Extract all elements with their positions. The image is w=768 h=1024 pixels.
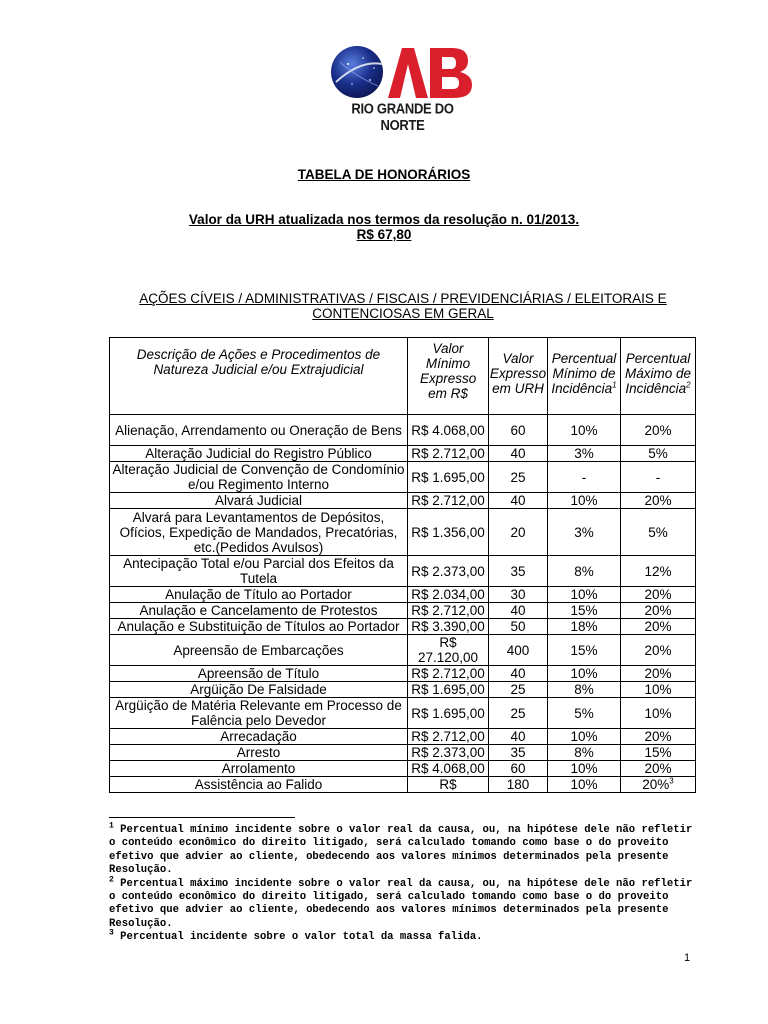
table-row [110,415,696,446]
cell-description-text: Anulação e Substituição de Títulos ao Portador [117,619,400,634]
cell-pct-min-text: 8% [574,745,594,760]
header-pct-min [548,338,621,415]
cell-urh-text: 40 [510,729,526,744]
logo-subtitle: RIO GRANDE DO NORTE [351,100,454,134]
cell-pct-max-text: 20% [644,761,672,776]
cell-pct-max-text: 10% [644,705,672,721]
cell-pct-min-text: 8% [574,563,594,579]
cell-description [110,462,408,493]
footnote-3 [109,928,699,944]
cell-pct-max [621,619,696,635]
cell-description [110,666,408,682]
footnote-2 [109,875,699,932]
document-title: TABELA DE HONORÁRIOS [297,167,471,182]
cell-min-value-text: R$ 1.695,00 [411,705,485,721]
cell-min-value [408,698,489,729]
table-row [110,603,696,619]
cell-urh [489,587,548,603]
cell-min-value-text: R$ 3.390,00 [411,619,485,634]
cell-urh-text: 40 [510,493,526,508]
cell-pct-max-text: 20% [644,422,672,438]
cell-pct-min [548,603,621,619]
cell-description [110,493,408,509]
cell-pct-min-text: 8% [574,682,594,697]
cell-pct-max [621,446,696,462]
cell-pct-max [621,603,696,619]
cell-description [110,509,408,556]
cell-pct-max [621,682,696,698]
cell-description-text: Arrolamento [221,761,296,776]
cell-urh [489,603,548,619]
cell-urh [489,682,548,698]
cell-pct-min-text: 5% [574,705,594,721]
cell-pct-max-text: 20% [642,777,670,792]
header-pct-max [621,338,696,415]
table-row [110,509,696,556]
cell-description [110,682,408,698]
cell-pct-min [548,666,621,682]
cell-pct-min [548,698,621,729]
cell-description-text: Anulação e Cancelamento de Protestos [139,603,378,618]
cell-description-text: Alvará para Levantamentos de Depósitos, Ofícios, Expedição de Mandados, Precatórias, etc.(Pedidos Avulsos) [119,509,398,555]
footnote-1 [109,821,699,878]
footnote-ref-3: 3 [669,776,674,786]
cell-pct-max-text: 20% [644,603,672,618]
cell-urh-text: 20 [510,524,526,540]
cell-min-value [408,415,489,446]
cell-min-value [408,619,489,635]
cell-pct-min-text: 15% [570,603,598,618]
footnote-text: Percentual incidente sobre o valor total da massa falida. [120,931,483,944]
footnotes [109,821,699,945]
cell-pct-min-text: - [581,469,587,485]
cell-min-value [408,682,489,698]
cell-min-value [408,462,489,493]
cell-pct-max [621,556,696,587]
cell-description-text: Arresto [236,745,281,760]
cell-min-value [408,493,489,509]
cell-pct-min-text: 10% [570,587,598,602]
cell-pct-min [548,682,621,698]
table-row [110,729,696,745]
header-urh-text: Valor Expresso em URH [489,350,547,396]
cell-pct-max-text: 20% [644,666,672,681]
cell-min-value-text: R$ 1.695,00 [411,469,485,485]
footnote-separator [109,817,295,818]
cell-urh-text: 60 [510,422,526,438]
header-description [110,338,408,415]
cell-min-value [408,446,489,462]
cell-min-value-text: R$ 4.068,00 [411,761,485,776]
cell-min-value-text: R$ 2.712,00 [411,446,485,461]
cell-urh [489,493,548,509]
cell-urh [489,698,548,729]
cell-min-value [408,777,489,793]
cell-urh [489,415,548,446]
cell-urh-text: 40 [510,446,526,461]
cell-description [110,619,408,635]
table-row [110,556,696,587]
cell-description [110,446,408,462]
cell-min-value [408,729,489,745]
footnote-num: 3 [109,928,114,938]
cell-urh-text: 40 [510,603,526,618]
page-number: 1 [684,952,691,964]
cell-pct-max [621,493,696,509]
table-row [110,761,696,777]
cell-pct-max [621,587,696,603]
cell-min-value [408,603,489,619]
cell-min-value [408,666,489,682]
cell-description-text: Alteração Judicial do Registro Público [145,446,372,461]
cell-urh [489,729,548,745]
cell-pct-min-text: 10% [570,422,598,438]
cell-description [110,698,408,729]
cell-pct-min-text: 10% [570,761,598,776]
table-row [110,777,696,793]
cell-min-value-text: R$ 4.068,00 [411,422,485,438]
cell-description [110,587,408,603]
cell-description [110,745,408,761]
cell-pct-min [548,462,621,493]
cell-urh-text: 400 [506,642,530,658]
cell-pct-min [548,745,621,761]
cell-pct-max [621,666,696,682]
cell-pct-max-text: 10% [644,682,672,697]
cell-min-value-text: R$ 2.373,00 [411,563,485,579]
cell-pct-max [621,777,696,793]
cell-urh-text: 50 [510,619,526,634]
footnote-text: Percentual máximo incidente sobre o valor real da causa, ou, na hipótese dele não refletir o conteúdo econômico do direito litigado, será calculado tomando como base o do proveito efetivo que advier ao cliente, obedecendo aos valores mínimos determinados pela presente Resolução. [109,877,693,930]
cell-pct-min-text: 10% [570,493,598,508]
cell-urh [489,509,548,556]
cell-pct-min [548,509,621,556]
cell-pct-min-text: 3% [574,446,594,461]
cell-pct-max-text: 5% [648,446,668,461]
cell-description [110,635,408,666]
cell-description-text: Apreensão de Embarcações [173,642,344,658]
header-pct-min-text: Percentual Mínimo de Incidência [551,350,617,396]
cell-min-value-text: R$ 1.695,00 [411,682,485,697]
cell-pct-min-text: 10% [570,777,598,792]
cell-min-value [408,745,489,761]
cell-urh [489,777,548,793]
cell-pct-min [548,587,621,603]
cell-pct-min [548,619,621,635]
cell-min-value [408,761,489,777]
table-row [110,682,696,698]
footnote-num: 1 [109,821,114,831]
cell-pct-max-text: 15% [644,745,672,760]
footnote-text: Percentual mínimo incidente sobre o valor real da causa, ou, na hipótese dele não refletir o conteúdo econômico do direito litigado, será calculado tomando como base o do proveito efetivo que advier ao cliente, obedecendo aos valores mínimos determinados pela presente Resolução. [109,824,693,877]
section-title: AÇÕES CÍVEIS / ADMINISTRATIVAS / FISCAIS / PREVIDENCIÁRIAS / ELEITORAIS E CONTENCIOSAS EM GERAL [139,291,667,321]
cell-pct-max [621,635,696,666]
cell-pct-max-text: 20% [644,642,672,658]
cell-pct-min [548,493,621,509]
cell-pct-min [548,415,621,446]
cell-description-text: Alvará Judicial [214,493,303,508]
cell-min-value-text: R$ 2.712,00 [411,493,485,508]
cell-description-text: Alienação, Arrendamento ou Oneração de Bens [115,422,402,438]
cell-pct-max-text: 20% [644,587,672,602]
cell-description-text: Antecipação Total e/ou Parcial dos Efeitos da Tutela [123,556,394,586]
cell-description-text: Alteração Judicial de Convenção de Condomínio e/ou Regimento Interno [112,462,405,492]
table-row [110,462,696,493]
header-description-text: Descrição de Ações e Procedimentos de Natureza Judicial e/ou Extrajudicial [136,347,381,377]
cell-min-value [408,587,489,603]
cell-urh [489,446,548,462]
cell-description-text: Anulação de Título ao Portador [165,587,352,602]
table-row [110,619,696,635]
cell-min-value-text: R$ 2.373,00 [411,745,485,760]
cell-pct-min [548,635,621,666]
oab-logo [330,42,475,134]
cell-urh-text: 25 [510,469,526,485]
cell-pct-max [621,698,696,729]
table-row [110,493,696,509]
urh-value: R$ 67,80 [356,227,412,242]
cell-min-value [408,635,489,666]
cell-description-text: Assistência ao Falido [194,777,323,792]
cell-pct-min [548,556,621,587]
cell-pct-max-text: - [655,469,661,485]
cell-pct-max-text: 20% [644,729,672,744]
cell-pct-max [621,761,696,777]
cell-min-value-text: R$ 2.712,00 [411,666,485,681]
cell-description-text: Arrecadação [220,729,297,744]
cell-urh [489,745,548,761]
cell-urh-text: 35 [510,563,526,579]
cell-pct-max [621,509,696,556]
table-row [110,745,696,761]
cell-min-value-text: R$ [439,777,457,792]
cell-urh-text: 35 [510,745,526,760]
table-header-row [110,338,696,415]
cell-urh [489,666,548,682]
cell-min-value-text: R$ 2.034,00 [411,587,485,602]
oab-emblem [330,42,475,102]
table-row [110,446,696,462]
header-urh [489,338,548,415]
cell-description-text: Apreensão de Título [197,666,320,681]
cell-pct-min [548,729,621,745]
cell-pct-min [548,777,621,793]
cell-description-text: Argüição De Falsidade [190,682,327,697]
cell-description [110,761,408,777]
footnote-num: 2 [109,875,114,885]
cell-description-text: Argüição de Matéria Relevante em Processo de Falência pelo Devedor [115,698,402,728]
cell-pct-min-text: 18% [570,619,598,634]
cell-pct-max [621,462,696,493]
cell-urh-text: 180 [506,777,530,792]
cell-urh [489,462,548,493]
cell-pct-max-text: 5% [648,524,668,540]
cell-urh-text: 25 [510,705,526,721]
cell-pct-max-text: 12% [644,563,672,579]
cell-pct-min-text: 15% [570,642,598,658]
header-pct-max-text: Percentual Máximo de Incidência [624,350,692,396]
table-row [110,587,696,603]
cell-pct-max [621,745,696,761]
cell-pct-min-text: 3% [574,524,594,540]
cell-pct-max [621,415,696,446]
cell-pct-min-text: 10% [570,666,598,681]
cell-min-value-text: R$ 1.356,00 [411,524,485,540]
cell-description [110,556,408,587]
cell-pct-max-text: 20% [644,493,672,508]
cell-pct-max-text: 20% [644,619,672,634]
footnote-ref-1: 1 [612,380,617,389]
cell-min-value [408,556,489,587]
cell-description [110,777,408,793]
footnote-ref-2: 2 [686,380,691,389]
cell-pct-max [621,729,696,745]
cell-pct-min [548,446,621,462]
cell-description [110,603,408,619]
cell-urh-text: 40 [510,666,526,681]
cell-urh [489,635,548,666]
cell-description [110,729,408,745]
cell-urh-text: 60 [510,761,526,776]
cell-min-value-text: R$ 2.712,00 [411,603,485,618]
cell-urh-text: 30 [510,587,526,602]
urh-line: Valor da URH atualizada nos termos da resolução n. 01/2013. [188,212,580,227]
cell-pct-min [548,761,621,777]
header-min-value [408,338,489,415]
cell-min-value-text: R$ 27.120,00 [417,635,479,665]
table-row [110,666,696,682]
cell-description [110,415,408,446]
cell-urh-text: 25 [510,682,526,697]
table-row [110,698,696,729]
header-min-value-text: Valor Mínimo Expresso em R$ [420,341,477,401]
cell-pct-min-text: 10% [570,729,598,744]
cell-min-value [408,509,489,556]
cell-urh [489,761,548,777]
table-row [110,635,696,666]
cell-urh [489,619,548,635]
fee-table [109,337,696,793]
cell-min-value-text: R$ 2.712,00 [411,729,485,744]
cell-urh [489,556,548,587]
